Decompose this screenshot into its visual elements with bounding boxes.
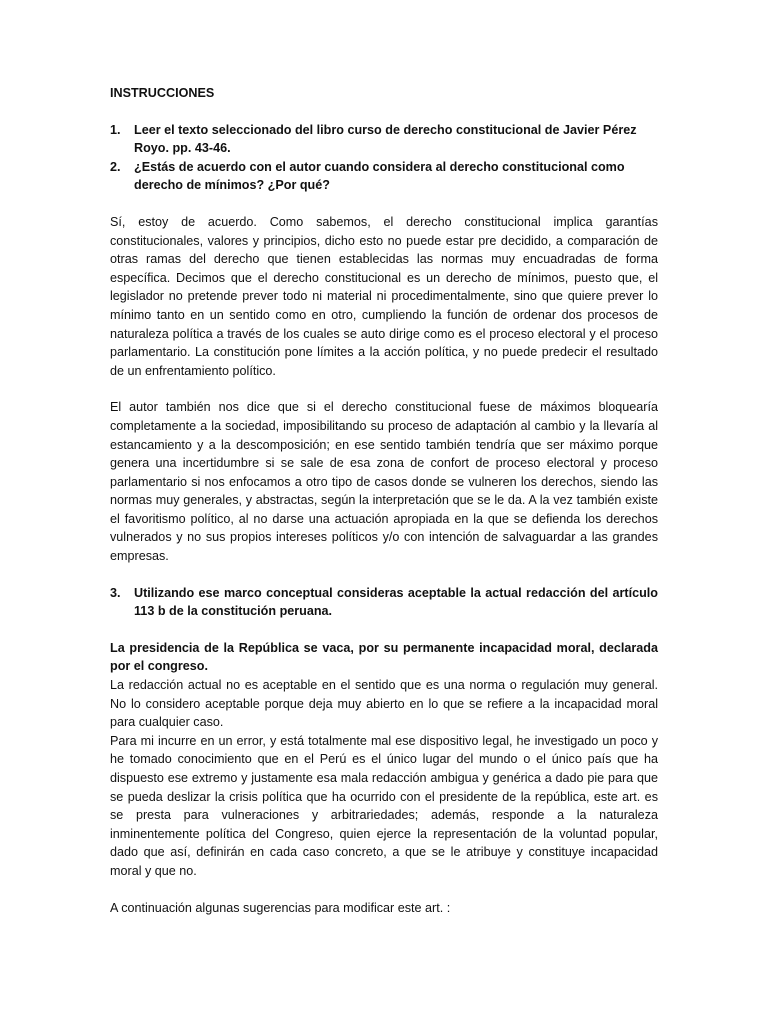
question-2 bbox=[110, 158, 658, 195]
answer-paragraph-3: La redacción actual no es aceptable en el sentido que es una norma o regulación muy general. No lo considero aceptable porque deja muy abierto en lo que se refiere a la incapacidad moral para cualquier caso. bbox=[110, 678, 658, 730]
questions-list-3 bbox=[110, 584, 658, 621]
question-2-text: ¿Estás de acuerdo con el autor cuando considera al derecho constitucional como derecho de mínimos? ¿Por qué? bbox=[134, 159, 625, 193]
question-1 bbox=[110, 121, 658, 158]
question-3-number: 3. bbox=[110, 585, 121, 600]
answer-paragraph-1: Sí, estoy de acuerdo. Como sabemos, el derecho constitucional implica garantías constitucionales, valores y principios, dicho esto no puede estar pre decidido, a comparación de otras ramas del derecho que tienen establecidas las normas muy encuadradas de forma específica. Decimos que el derecho constitucional es un derecho de mínimos, puesto que, el legislador no pretende prever todo ni material ni procedimentalmente, sino que quiere prever lo mínimo tanto en un sentido como en otro, cumpliendo la función de ordenar dos procesos de naturaleza política a través de los cuales se auto dirige como es el proceso electoral y el proceso parlamentario. La constitución pone límites a la acción política, y no puede predecir el resultado de un enfrentamiento político. bbox=[110, 214, 658, 378]
document-page bbox=[110, 84, 658, 917]
question-2-number: 2. bbox=[110, 159, 121, 174]
answer-paragraph-2: El autor también nos dice que si el derecho constitucional fuese de máximos bloquearía completamente a la sociedad, imposibilitando su proceso de adaptación al cambio y la llevaría al estancamiento y a la descomposición; en ese sentido también tendría que ser máximo porque genera una incertidumbre si se sale de esa zona de confort de proceso electoral y proceso parlamentario si nos enfocamos a otro tipo de casos donde se vulneren los derechos, siendo las normas muy generales, y abstractas, según la interpretación que se le da. A la vez también existe el favoritismo político, al no darse una actuación apropiada en la que se defienda los derechos vulnerados y no sus propios intereses políticos y/o con intención de salvaguardar a las grandes empresas. bbox=[110, 400, 658, 564]
question-1-number: 1. bbox=[110, 122, 121, 137]
document-heading: INSTRUCCIONES bbox=[110, 86, 215, 100]
question-3 bbox=[110, 584, 658, 621]
question-3-text: Utilizando ese marco conceptual consideras aceptable la actual redacción del artículo 113 b de la constitución peruana. bbox=[134, 585, 658, 619]
closing-line: A continuación algunas sugerencias para modificar este art. : bbox=[110, 900, 451, 915]
questions-list-1-2 bbox=[110, 121, 658, 195]
question-1-text: Leer el texto seleccionado del libro curso de derecho constitucional de Javier Pérez Royo. pp. 43-46. bbox=[134, 122, 637, 156]
answer-paragraph-4: Para mi incurre en un error, y está totalmente mal ese dispositivo legal, he investigado un poco y he tomado conocimiento que en el Perú es el único lugar del mundo o el único país que ha dispuesto ese extremo y justamente esa mala redacción ambigua y genérica a dado pie para que se pueda deslizar la crisis política que ha ocurrido con el presidente de la república, este art. es se presta para vulneraciones y arbitrariedades; además, responde a la naturaleza inminentemente política del Congreso, quien ejerce la representación de la voluntad popular, dado que así, definirán en cada caso concreto, a que se le atribuye y constituye incapacidad moral y que no. bbox=[110, 733, 658, 878]
article-quote: La presidencia de la República se vaca, por su permanente incapacidad moral, declarada por el congreso. bbox=[110, 640, 658, 674]
